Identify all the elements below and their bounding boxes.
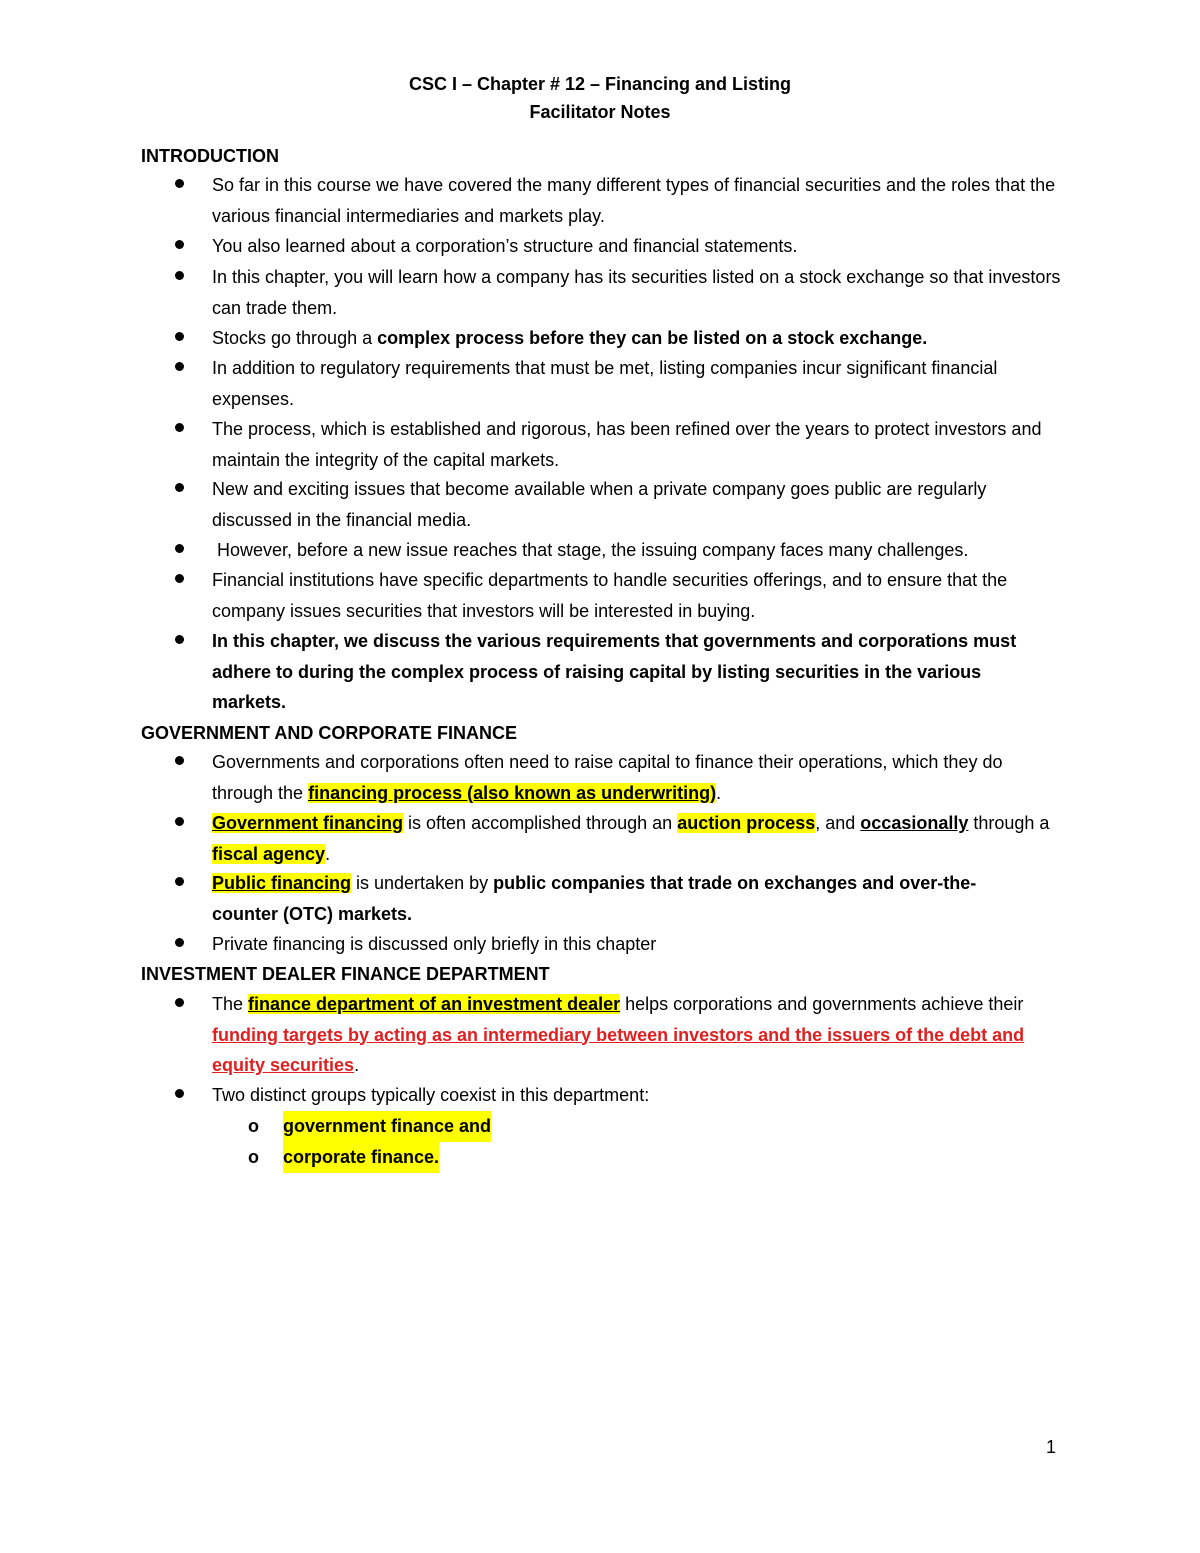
bold-text: public companies that trade on exchanges and over-the-counter (OTC) markets. xyxy=(212,873,977,924)
bullet-icon xyxy=(175,877,184,886)
bullet-icon xyxy=(175,483,184,492)
list-item-text: In addition to regulatory requirements that must be met, listing companies incur significant financial expenses. xyxy=(212,358,998,409)
list-item-text: Two distinct groups typically coexist in this department: xyxy=(212,1085,650,1105)
bullet-icon xyxy=(175,271,184,280)
section-heading-introduction: INTRODUCTION xyxy=(141,146,279,166)
bold-text: complex process before they can be listed on a stock exchange. xyxy=(377,328,928,348)
bullet-icon xyxy=(175,179,184,188)
highlighted-term: financing process (also known as underwriting) xyxy=(308,782,717,803)
list-item-text: Private financing is discussed only briefly in this chapter xyxy=(212,934,657,954)
bullet-icon xyxy=(175,423,184,432)
list-item-text: The process, which is established and rigorous, has been refined over the years to protect investors and maintain the integrity of the capital markets. xyxy=(212,419,1042,470)
list-item-text: You also learned about a corporation’s structure and financial statements. xyxy=(212,236,798,256)
text-run: . xyxy=(325,843,331,864)
list-item-text: So far in this course we have covered the many different types of financial securities and the roles that the various financial intermediaries and markets play. xyxy=(212,175,1056,226)
text-run: is undertaken by xyxy=(351,873,494,893)
red-underlined-text: funding targets by acting as an intermediary between investors and the issuers of the debt and equity securities xyxy=(212,1024,1025,1075)
section-heading-investment-dealer-finance: INVESTMENT DEALER FINANCE DEPARTMENT xyxy=(141,964,550,984)
underlined-term: occasionally xyxy=(860,813,969,833)
list-item-text: However, before a new issue reaches that stage, the issuing company faces many challenges. xyxy=(212,540,969,560)
list-item-text xyxy=(212,989,1042,1081)
bullet-icon xyxy=(175,1089,184,1098)
text-run: . xyxy=(716,782,722,803)
highlighted-term: Government financing xyxy=(212,813,404,833)
bullet-icon xyxy=(175,817,184,826)
list-item-text xyxy=(212,808,1062,869)
sub-list-item-text: government finance and xyxy=(283,1111,491,1142)
text-run: helps corporations and governments achieve their xyxy=(620,994,1024,1014)
list-item-text xyxy=(212,747,1062,808)
list-item-text xyxy=(212,868,1032,929)
list-item-text: New and exciting issues that become available when a private company goes public are regularly discussed in the financial media. xyxy=(212,479,987,530)
text-run: is often accomplished through an xyxy=(403,813,678,833)
bullet-icon xyxy=(175,635,184,644)
bullet-icon xyxy=(175,544,184,553)
text-run: through a xyxy=(968,813,1050,833)
highlighted-term: finance department of an investment dealer xyxy=(248,994,621,1014)
bullet-icon xyxy=(175,756,184,765)
bullet-icon xyxy=(175,240,184,249)
text-run: . xyxy=(354,1055,360,1075)
document-title: CSC I – Chapter # 12 – Financing and Listing xyxy=(408,74,792,94)
highlighted-term: auction process xyxy=(677,813,816,833)
bullet-icon xyxy=(175,938,184,947)
highlighted-term: fiscal agency xyxy=(212,843,326,864)
bullet-icon xyxy=(175,362,184,371)
bullet-icon xyxy=(175,574,184,583)
section-heading-government-corporate-finance: GOVERNMENT AND CORPORATE FINANCE xyxy=(141,723,518,743)
bullet-icon xyxy=(175,332,184,341)
text-run: Stocks go through a xyxy=(212,328,378,348)
list-item-text xyxy=(212,323,1062,354)
bullet-icon xyxy=(175,998,184,1007)
text-run: Governments and corporations often need to raise capital to finance their operations, which they do through the xyxy=(212,752,1003,803)
text-run: The xyxy=(212,994,249,1014)
page-number: 1 xyxy=(1046,1437,1057,1457)
sub-list-item-text: corporate finance. xyxy=(283,1142,439,1173)
list-item-text: In this chapter, you will learn how a company has its securities listed on a stock exchange so that investors can trade them. xyxy=(212,267,1061,318)
list-item-text: In this chapter, we discuss the various requirements that governments and corporations must adhere to during the complex process of raising capital by listing securities in the various markets. xyxy=(212,631,1017,712)
highlighted-term: Public financing xyxy=(212,873,352,893)
list-item-text: Financial institutions have specific departments to handle securities offerings, and to ensure that the company issues securities that investors will be interested in buying. xyxy=(212,570,1008,621)
text-run: , and xyxy=(815,813,861,833)
document-subtitle: Facilitator Notes xyxy=(529,102,671,122)
sub-bullet-marker: o xyxy=(248,1116,259,1136)
sub-bullet-marker: o xyxy=(248,1147,259,1167)
